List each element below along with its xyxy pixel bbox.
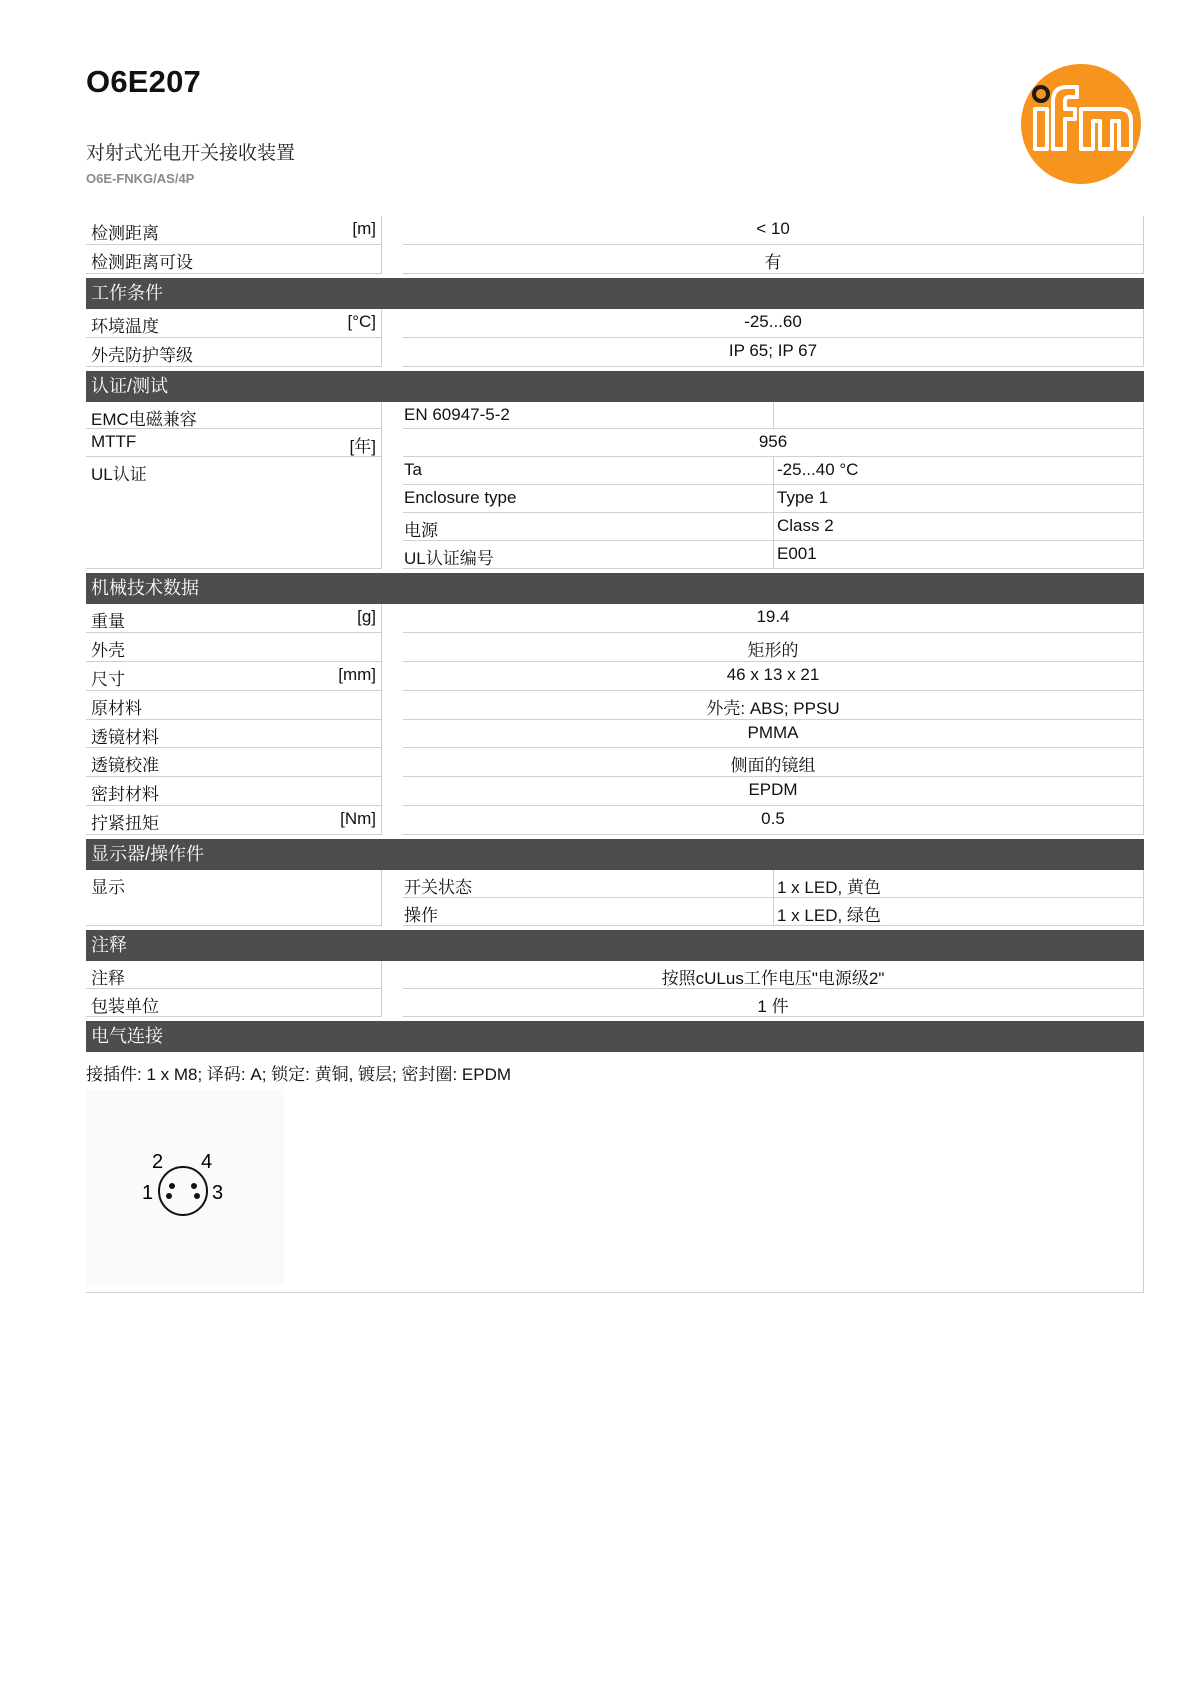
- spec-unit: [mm]: [338, 665, 376, 684]
- spec-value: IP 65; IP 67: [728, 341, 818, 360]
- spec-row: [86, 806, 1144, 835]
- spec-label: 显示: [91, 878, 125, 897]
- spec-label: 外壳防护等级: [91, 346, 193, 365]
- ul-key: UL认证编号: [404, 549, 494, 568]
- product-title: O6E207: [86, 64, 201, 99]
- spec-label: 注释: [91, 969, 125, 988]
- pinout-diagram: [86, 1090, 284, 1285]
- spec-value: < 10: [756, 219, 790, 238]
- spec-label: 重量: [91, 612, 125, 631]
- pin-dot: [191, 1183, 197, 1189]
- spec-value: -25...60: [744, 312, 802, 331]
- display-subrow: [403, 870, 1144, 898]
- spec-value: 有: [764, 253, 782, 272]
- spec-label: 检测距离可设: [91, 253, 193, 272]
- section-header-operating: 工作条件: [86, 278, 1144, 309]
- spec-row: [86, 604, 1144, 633]
- spec-label: 拧紧扭矩: [91, 814, 159, 833]
- spec-value: 侧面的镜组: [730, 756, 816, 775]
- ul-key: Ta: [404, 460, 422, 479]
- spec-row: [86, 720, 1144, 748]
- spec-value: 按照cULus工作电压"电源级2": [661, 969, 885, 988]
- spec-row: [86, 245, 1144, 274]
- pin-label: 2: [152, 1151, 164, 1173]
- pin-label: 3: [212, 1182, 224, 1204]
- spec-value: 46 x 13 x 21: [726, 665, 820, 684]
- m8-connector-icon: [86, 1090, 284, 1285]
- spec-row-ul: [86, 457, 1144, 569]
- ul-key: Enclosure type: [404, 488, 517, 507]
- ul-subrow: [403, 541, 1144, 569]
- spec-row: [86, 691, 1144, 720]
- pin-dot: [169, 1183, 175, 1189]
- spec-label: 环境温度: [91, 317, 159, 336]
- spec-unit: [g]: [357, 607, 376, 626]
- product-subtitle: 对射式光电开关接收装置: [86, 143, 296, 164]
- spec-label: EMC电磁兼容: [91, 410, 197, 429]
- spec-value: 外壳: ABS; PPSU: [706, 699, 840, 718]
- spec-label: 透镜校准: [91, 756, 159, 775]
- pin-dot: [194, 1193, 200, 1199]
- section-header-mechanical: 机械技术数据: [86, 573, 1144, 604]
- pin-dot: [166, 1193, 172, 1199]
- electrical-connection: [86, 1052, 1144, 1293]
- ul-subrow: [403, 513, 1144, 541]
- spec-value: 1 件: [757, 997, 789, 1016]
- spec-row: [86, 216, 1144, 245]
- display-key: 操作: [404, 906, 438, 925]
- spec-unit: [m]: [352, 219, 376, 238]
- spec-row-display: [86, 870, 1144, 926]
- section-header-display: 显示器/操作件: [86, 839, 1144, 870]
- spec-label: 透镜材料: [91, 728, 159, 747]
- spec-unit: [°C]: [347, 312, 376, 331]
- section-header-notes: 注释: [86, 930, 1144, 961]
- ul-key: 电源: [404, 521, 438, 540]
- spec-label: 密封材料: [91, 785, 159, 804]
- spec-unit: [年]: [349, 437, 376, 456]
- spec-unit: [Nm]: [340, 809, 376, 828]
- spec-row: [86, 338, 1144, 367]
- section-header-electrical: 电气连接: [86, 1021, 1144, 1052]
- ul-value: Type 1: [777, 488, 829, 507]
- spec-row: [86, 429, 1144, 457]
- spec-label: 原材料: [91, 699, 142, 718]
- ifm-logo: [1020, 63, 1142, 185]
- display-value: 1 x LED, 黄色: [777, 878, 881, 897]
- ul-value: -25...40 °C: [777, 460, 859, 479]
- spec-value: PMMA: [747, 723, 799, 742]
- spec-row: [86, 989, 1144, 1017]
- spec-value: 19.4: [756, 607, 790, 626]
- display-value: 1 x LED, 绿色: [777, 906, 881, 925]
- spec-row: [86, 309, 1144, 338]
- display-subrow: [403, 898, 1144, 926]
- ul-subrow: [403, 457, 1144, 485]
- spec-row: [86, 777, 1144, 806]
- spec-label: 包装单位: [91, 997, 159, 1016]
- datasheet: [86, 216, 1144, 1293]
- ul-subrow: [403, 485, 1144, 513]
- spec-row: [86, 748, 1144, 777]
- spec-label: MTTF: [91, 432, 137, 451]
- display-key: 开关状态: [404, 878, 472, 897]
- spec-value: 0.5: [761, 809, 785, 828]
- section-header-approvals: 认证/测试: [86, 371, 1144, 402]
- spec-row: [86, 633, 1144, 662]
- product-code: O6E-FNKG/AS/4P: [86, 171, 195, 186]
- ul-value: Class 2: [777, 516, 834, 535]
- ul-value: E001: [777, 544, 817, 563]
- spec-value: 矩形的: [747, 641, 799, 660]
- pin-label: 1: [142, 1182, 154, 1204]
- spec-row: [86, 662, 1144, 691]
- connector-description: 接插件: 1 x M8; 译码: A; 锁定: 黄铜, 镀层; 密封圈: EPDM: [86, 1065, 512, 1084]
- spec-label: 检测距离: [91, 224, 159, 243]
- spec-row: [86, 961, 1144, 989]
- spec-value: EPDM: [748, 780, 798, 799]
- spec-label: 外壳: [91, 641, 125, 660]
- pin-label: 4: [201, 1151, 213, 1173]
- spec-value: 956: [758, 432, 788, 451]
- spec-label: UL认证: [91, 465, 147, 484]
- spec-value: EN 60947-5-2: [404, 405, 510, 424]
- spec-label: 尺寸: [91, 670, 125, 689]
- spec-row: [86, 402, 1144, 429]
